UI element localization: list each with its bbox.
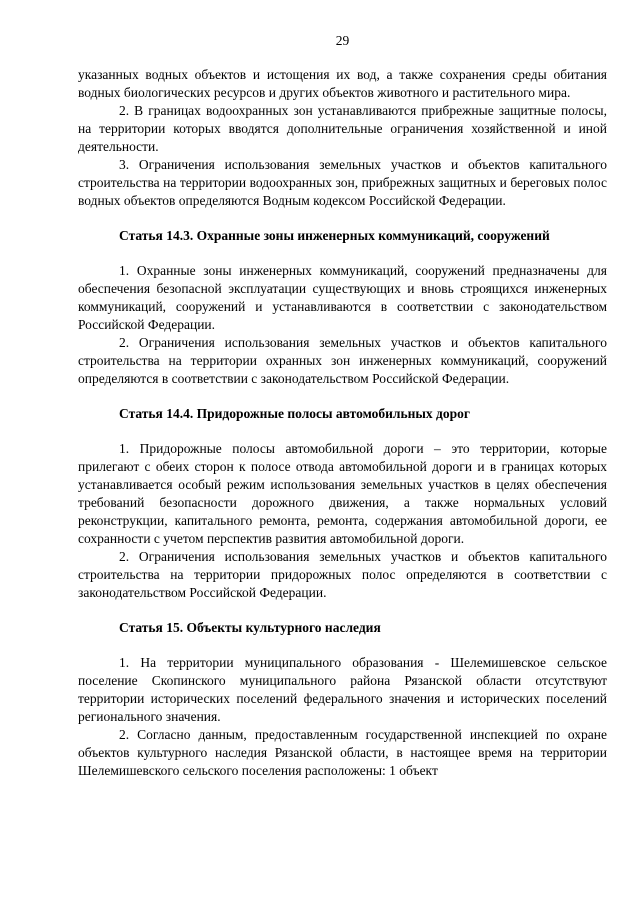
paragraph-coastal-strips: 2. В границах водоохранных зон устанавливаются прибрежные защитные полосы, на территории которых вводятся дополнительные ограничения хозяйственной и иной деятельности. — [78, 103, 607, 154]
paragraph-water-zone-restrictions: 3. Ограничения использования земельных участков и объектов капитального строительства на территории водоохранных зон, прибрежных защитных и береговых полос водных объектов определяются Водным кодексом Российской Федерации. — [78, 157, 607, 208]
page-number: 29 — [335, 33, 350, 48]
paragraph-historical-settlements: 1. На территории муниципального образования - Шелемишевское сельское поселение Скопинского муниципального района Рязанской области отсутствуют территории исторических поселений федерального значения и исторических поселений регионального значения. — [78, 655, 607, 724]
paragraph-engineering-zones-purpose: 1. Охранные зоны инженерных коммуникаций, сооружений предназначены для обеспечения безопасной эксплуатации существующих и вновь строящихся инженерных коммуникаций, сооружений и устанавливаются в соответствии с законодательством Российской Федерации. — [78, 263, 607, 332]
paragraph-roadside-strips-definition: 1. Придорожные полосы автомобильной дороги – это территории, которые прилегают с обеих сторон к полосе отвода автомобильной дороги и в границах которых устанавливается особый режим использования земельных участков в целях обеспечения требований безопасности дорожного движения, а также нормальных условий реконструкции, капитального ремонта, ремонта, содержания автомобильной дороги, ее сохранности с учетом перспектив развития автомобильной дороги. — [78, 441, 607, 546]
heading-article-14-3: Статья 14.3. Охранные зоны инженерных коммуникаций, сооружений — [119, 228, 550, 243]
heading-article-15: Статья 15. Объекты культурного наследия — [119, 620, 381, 635]
paragraph-water-objects-continued: указанных водных объектов и истощения их вод, а также сохранения среды обитания водных биологических ресурсов и других объектов животного и растительного мира. — [78, 67, 607, 100]
paragraph-engineering-zones-restrictions: 2. Ограничения использования земельных участков и объектов капитального строительства на территории охранных зон инженерных коммуникаций, сооружений определяются в соответствии с законодательством Российской Федерации. — [78, 335, 607, 386]
paragraph-roadside-strips-restrictions: 2. Ограничения использования земельных участков и объектов капитального строительства на территории придорожных полос определяются в соответствии с законодательством Российской Федерации. — [78, 549, 607, 600]
paragraph-cultural-heritage-objects: 2. Согласно данным, предоставленным государственной инспекцией по охране объектов культурного наследия Рязанской области, в настоящее время на территории Шелемишевского сельского поселения расположены: 1 объект — [78, 727, 607, 778]
heading-article-14-4: Статья 14.4. Придорожные полосы автомобильных дорог — [119, 406, 471, 421]
